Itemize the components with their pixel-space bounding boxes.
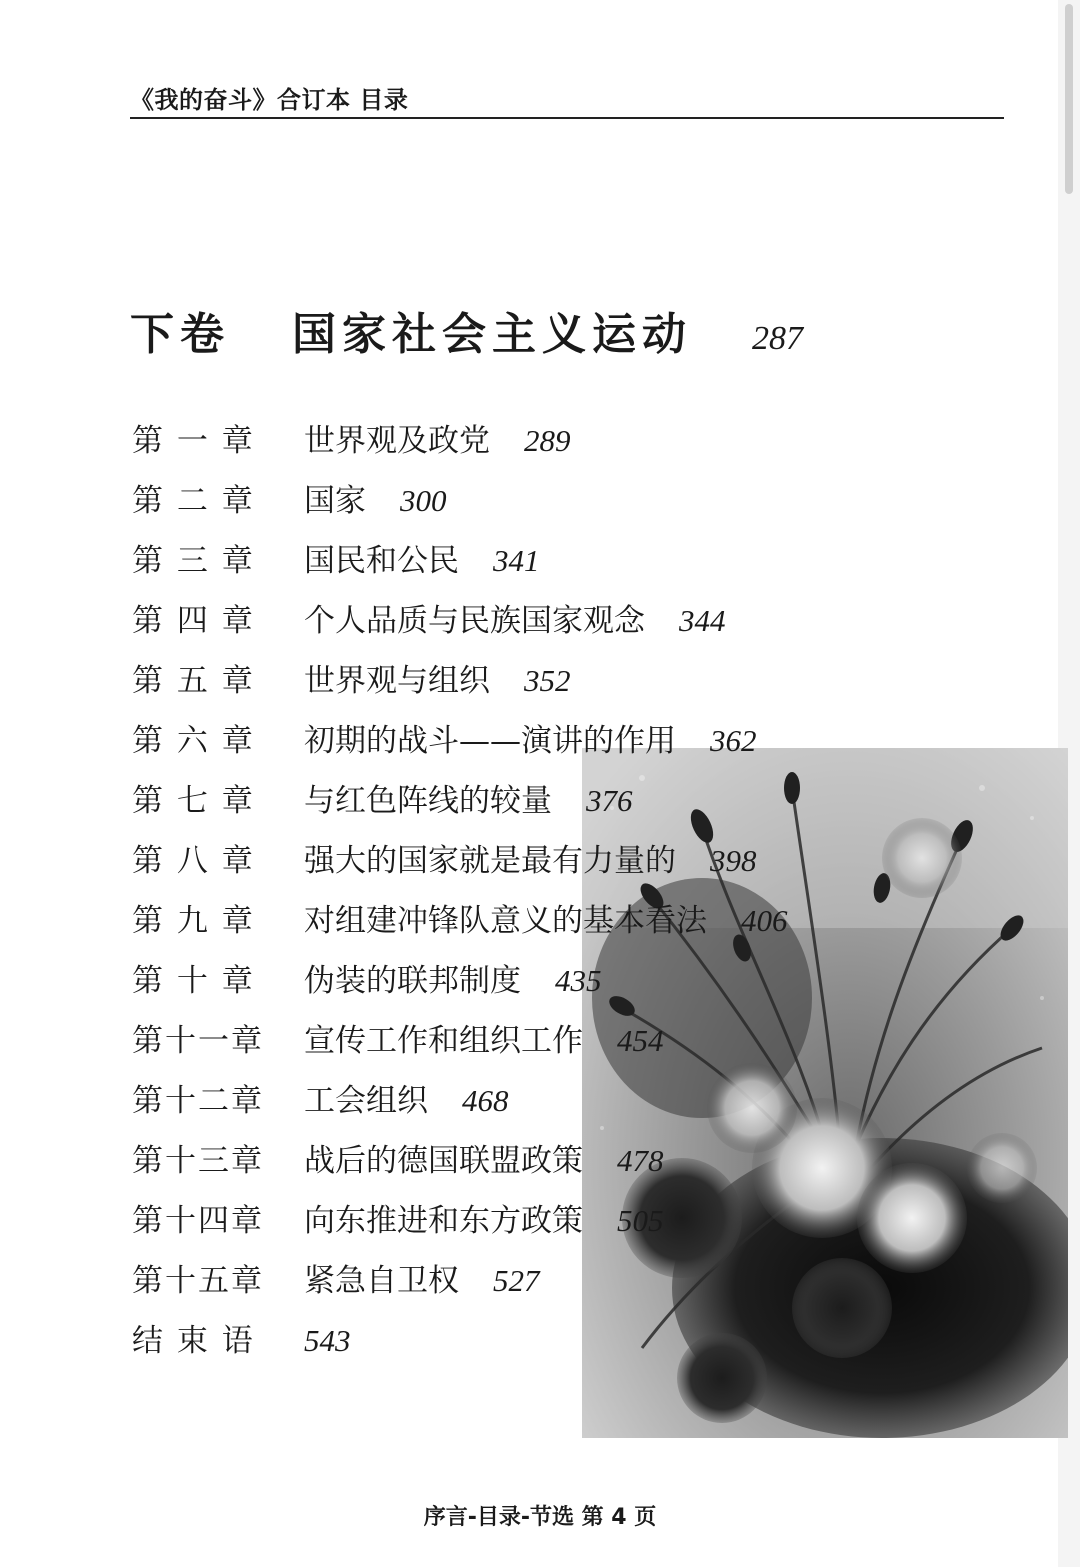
toc-row[interactable]	[132, 418, 788, 478]
chapter-page: 406	[741, 903, 788, 938]
chapter-title: 初期的战斗——演讲的作用	[304, 723, 676, 759]
chapter-title: 个人品质与民族国家观念	[304, 603, 645, 639]
chapter-number: 第十二章	[132, 1083, 264, 1119]
chapter-title: 国家	[304, 483, 366, 519]
chapter-page: 398	[710, 843, 757, 878]
chapter-title: 国民和公民	[304, 543, 459, 579]
toc-row[interactable]	[132, 1318, 788, 1378]
chapter-page: 300	[400, 483, 447, 518]
chapter-page: 435	[555, 963, 602, 998]
chapter-title: 对组建冲锋队意义的基本看法	[304, 903, 707, 939]
part-heading	[130, 298, 803, 358]
chapter-number: 第 十 章	[132, 963, 255, 999]
toc-row[interactable]	[132, 538, 788, 598]
chapter-number: 第 六 章	[132, 723, 255, 759]
chapter-number: 第 七 章	[132, 783, 255, 819]
toc-row[interactable]	[132, 1018, 788, 1078]
page-footer: 序言-目录-节选 第 4 页	[423, 1505, 657, 1530]
chapter-title: 工会组织	[304, 1083, 428, 1119]
toc-row[interactable]	[132, 838, 788, 898]
chapter-number: 第十三章	[132, 1143, 264, 1179]
toc-row[interactable]	[132, 1258, 788, 1318]
chapter-page: 289	[524, 423, 571, 458]
header-rule	[130, 117, 1004, 119]
toc-row[interactable]	[132, 958, 788, 1018]
chapter-number: 结 束 语	[132, 1323, 255, 1359]
chapter-title: 强大的国家就是最有力量的	[304, 843, 676, 879]
chapter-page: 543	[304, 1323, 351, 1358]
chapter-page: 527	[493, 1263, 540, 1298]
chapter-number: 第 八 章	[132, 843, 255, 879]
chapter-page: 376	[586, 783, 633, 818]
part-page-number: 287	[752, 320, 803, 357]
part-label: 下卷	[130, 309, 230, 360]
chapter-number: 第 一 章	[132, 423, 255, 459]
chapter-title: 战后的德国联盟政策	[304, 1143, 583, 1179]
toc-row[interactable]	[132, 718, 788, 778]
chapter-title: 向东推进和东方政策	[304, 1203, 583, 1239]
chapter-number: 第 九 章	[132, 903, 255, 939]
chapter-title: 伪装的联邦制度	[304, 963, 521, 999]
chapter-page: 478	[617, 1143, 664, 1178]
chapter-title: 紧急自卫权	[304, 1263, 459, 1299]
chapter-number: 第 五 章	[132, 663, 255, 699]
toc-row[interactable]	[132, 1078, 788, 1138]
chapter-title: 世界观与组织	[304, 663, 490, 699]
chapter-page: 362	[710, 723, 757, 758]
chapter-number: 第十一章	[132, 1023, 264, 1059]
chapter-number: 第 三 章	[132, 543, 255, 579]
chapter-page: 344	[679, 603, 726, 638]
toc-row[interactable]	[132, 478, 788, 538]
chapter-page: 505	[617, 1203, 664, 1238]
chapter-number: 第 二 章	[132, 483, 255, 519]
toc-row[interactable]	[132, 898, 788, 958]
toc-row[interactable]	[132, 1138, 788, 1198]
chapter-number: 第 四 章	[132, 603, 255, 639]
toc-row[interactable]	[132, 1198, 788, 1258]
chapter-page: 454	[617, 1023, 664, 1058]
chapter-title: 与红色阵线的较量	[304, 783, 552, 819]
chapter-title: 宣传工作和组织工作	[304, 1023, 583, 1059]
running-header: 《我的奋斗》合订本 目录	[130, 86, 409, 114]
chapter-page: 468	[462, 1083, 509, 1118]
table-of-contents	[132, 418, 788, 1378]
chapter-number: 第十四章	[132, 1203, 264, 1239]
part-title: 国家社会主义运动	[292, 309, 692, 360]
toc-row[interactable]	[132, 778, 788, 838]
chapter-title: 世界观及政党	[304, 423, 490, 459]
scrollbar-thumb[interactable]	[1065, 4, 1073, 194]
toc-row[interactable]	[132, 658, 788, 718]
toc-row[interactable]	[132, 598, 788, 658]
chapter-number: 第十五章	[132, 1263, 264, 1299]
chapter-page: 352	[524, 663, 571, 698]
chapter-page: 341	[493, 543, 540, 578]
